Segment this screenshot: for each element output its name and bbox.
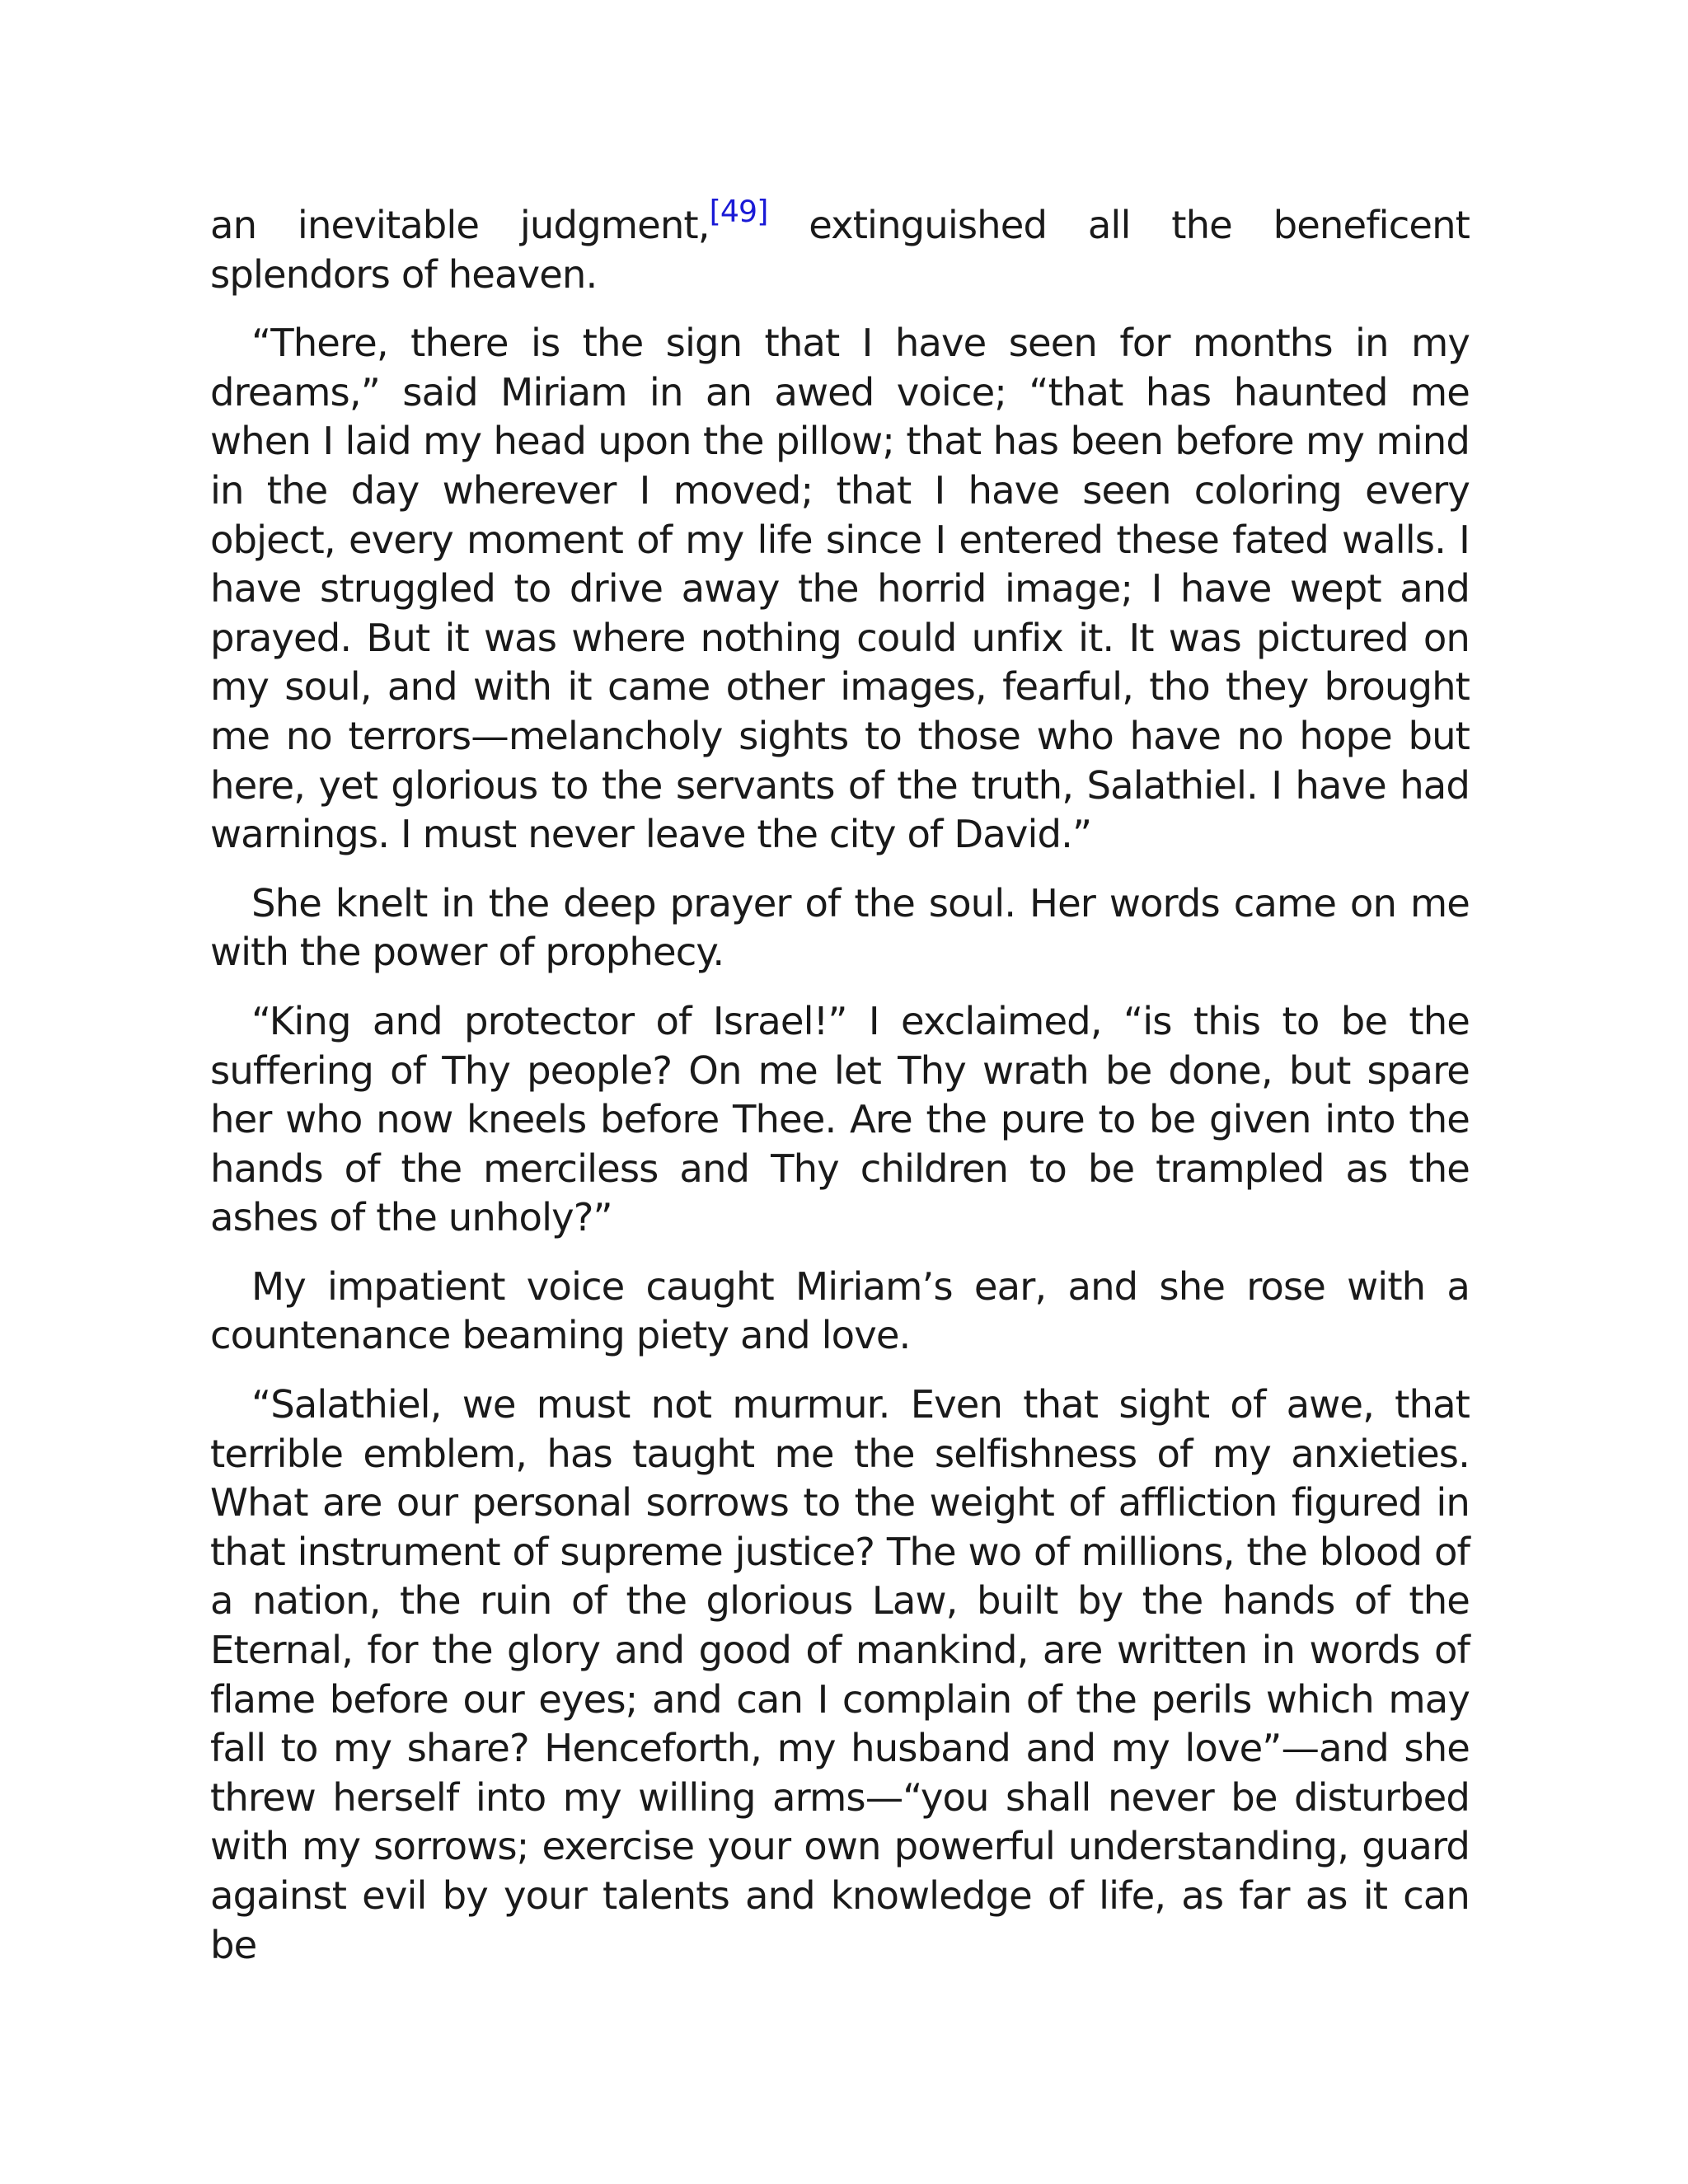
footnote-link[interactable]: [49] (709, 194, 768, 230)
page-text (210, 194, 1470, 1990)
paragraph-text: an inevitable judgment, (210, 203, 710, 247)
paragraph: “King and protector of Israel!” I exclaimed, “is this to be the suffering of Thy people? On me let Thy wrath be done, but spare her who now kneels before Thee. Are the pure to be given into the hands of the merciless and Thy children to be trampled as the ashes of the unholy?” (210, 998, 1470, 1240)
paragraph: “Salathiel, we must not murmur. Even that sight of awe, that terrible emblem, has taught me the selfishness of my anxieties. What are our personal sorrows to the weight of affliction figured in that instrument of supreme justice? The wo of millions, the blood of a nation, the ruin of the glorious Law, built by the hands of the Eternal, for the glory and good of mankind, are written in words of flame before our eyes; and can I complain of the perils which may fall to my share? Henceforth, my husband and my love”—and she threw herself into my willing arms—“you shall never be disturbed with my sorrows; exercise your own powerful understanding, guard against evil by your talents and knowledge of life, as far as it can be (210, 1382, 1470, 1967)
paragraph-continuation (210, 194, 1470, 299)
paragraph-text: extinguished all the beneficent splendors of heaven. (210, 203, 1470, 297)
paragraph: “There, there is the sign that I have seen for months in my dreams,” said Miriam in an awed voice; “that has haunted me when I laid my head upon the pillow; that has been before my mind in the day wherever I moved; that I have seen coloring every object, every moment of my life since I entered these fated walls. I have struggled to drive away the horrid image; I have wept and prayed. But it was where nothing could unfix it. It was pictured on my soul, and with it came other images, fearful, tho they brought me no terrors—melancholy sights to those who have no hope but here, yet glorious to the servants of the truth, Salathiel. I have had warnings. I must never leave the city of David.” (210, 321, 1470, 857)
paragraph: My impatient voice caught Miriam’s ear, and she rose with a countenance beaming piety and love. (210, 1263, 1470, 1358)
paragraph: She knelt in the deep prayer of the soul. Her words came on me with the power of prophecy. (210, 880, 1470, 975)
